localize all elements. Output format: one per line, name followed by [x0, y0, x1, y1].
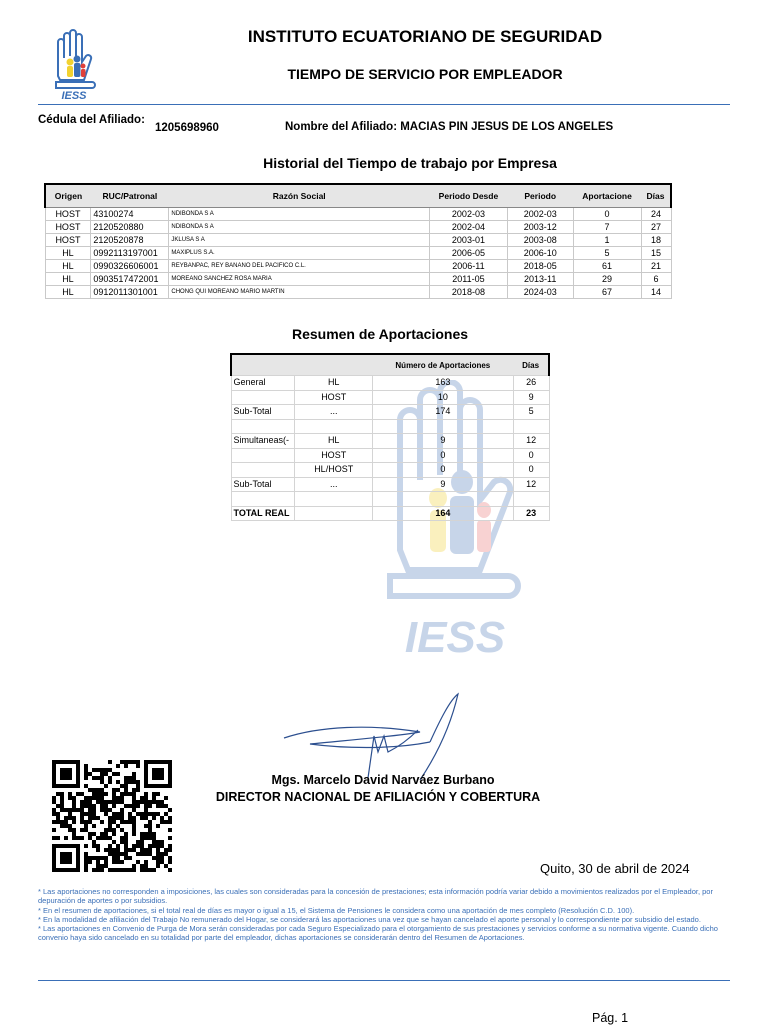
- col-periodo: Periodo: [507, 184, 573, 208]
- cell-origen: HOST: [45, 208, 91, 221]
- cell-total-dias: 23: [513, 506, 549, 521]
- cell-type: ...: [295, 405, 373, 420]
- table-row: [231, 448, 549, 463]
- cell-ruc: 43100274: [91, 208, 169, 221]
- col-num-aportaciones: Número de Aportaciones: [372, 354, 513, 376]
- cell-periodo: 2018-05: [507, 260, 573, 273]
- cell-periodo: 2006-10: [507, 247, 573, 260]
- footer-divider: [38, 980, 730, 981]
- cell-periodo: 2002-03: [507, 208, 573, 221]
- col-blank: [231, 354, 295, 376]
- col-periodo-desde: Periodo Desde: [430, 184, 508, 208]
- cell-periodo-desde: 2002-03: [430, 208, 508, 221]
- cedula-value: 1205698960: [155, 122, 219, 134]
- cell-dias: [513, 492, 549, 507]
- cell-aportaciones: 9: [372, 477, 513, 492]
- qr-code: [52, 760, 172, 872]
- table-row: [231, 463, 549, 478]
- cell-dias: 12: [513, 434, 549, 449]
- cell-dias: 18: [641, 234, 671, 247]
- cell-dias: 0: [513, 463, 549, 478]
- cell-ruc: 2120520880: [91, 221, 169, 234]
- cell-group: Sub-Total: [231, 405, 295, 420]
- cell-periodo: 2003-08: [507, 234, 573, 247]
- history-header-row: [45, 184, 671, 208]
- cell-total-label: TOTAL REAL: [231, 506, 295, 521]
- cell-aportaciones: 29: [573, 273, 641, 286]
- cell-aportaciones: [372, 419, 513, 434]
- cell-dias: 9: [513, 390, 549, 405]
- cell-dias: 0: [513, 448, 549, 463]
- table-row: [231, 419, 549, 434]
- cell-periodo: 2024-03: [507, 286, 573, 299]
- table-row: [231, 492, 549, 507]
- cell-dias: 12: [513, 477, 549, 492]
- cell-dias: 27: [641, 221, 671, 234]
- cell-periodo: 2013-11: [507, 273, 573, 286]
- footnotes: [38, 887, 732, 943]
- cell-dias: 26: [513, 376, 549, 391]
- cell-aportaciones: 67: [573, 286, 641, 299]
- cell-ruc: 0992113197001: [91, 247, 169, 260]
- table-row: [45, 286, 671, 299]
- cell-dias: 14: [641, 286, 671, 299]
- cell-dias: [513, 419, 549, 434]
- cell-type: HL/HOST: [295, 463, 373, 478]
- table-row: [45, 221, 671, 234]
- iess-logo: [48, 28, 100, 100]
- cell-group: [231, 419, 295, 434]
- cell-dias: 5: [513, 405, 549, 420]
- document-title: TIEMPO DE SERVICIO POR EMPLEADOR: [287, 66, 563, 82]
- cell-aportaciones: 10: [372, 390, 513, 405]
- cedula-label: Cédula del Afiliado:: [38, 114, 145, 126]
- col-razon-social: Razón Social: [169, 184, 430, 208]
- cell-group: [231, 463, 295, 478]
- cell-razon-social: NDIBONDA S A: [169, 221, 430, 234]
- cell-group: [231, 448, 295, 463]
- cell-periodo-desde: 2011-05: [430, 273, 508, 286]
- col-ruc: RUC/Patronal: [91, 184, 169, 208]
- cell-total-aportaciones: 164: [372, 506, 513, 521]
- history-title: Historial del Tiempo de trabajo por Empresa: [263, 155, 557, 171]
- footnote: * En la modalidad de afiliación del Trabajo No remunerado del Hogar, se considerará las aportaciones una vez que se hayan cancelado el aporte personal y lo correspondiente por subsidio del estado.: [38, 914, 701, 924]
- cell-aportaciones: [372, 492, 513, 507]
- cell-type: ...: [295, 477, 373, 492]
- col-origen: Origen: [45, 184, 91, 208]
- cell-periodo-desde: 2003-01: [430, 234, 508, 247]
- signer-name: Mgs. Marcelo David Narváez Burbano: [271, 773, 495, 787]
- cell-group: Sub-Total: [231, 477, 295, 492]
- footnote: * Las aportaciones no corresponden a imposiciones, las cuales son consideradas para la concesión de prestaciones; esta información podría variar debido a movimientos realizados por el Empleador, por depuración de aportes o por subsidios.: [38, 887, 713, 906]
- cell-type: [295, 419, 373, 434]
- cell-type: HOST: [295, 448, 373, 463]
- cell-origen: HL: [45, 273, 91, 286]
- cell-periodo: 2003-12: [507, 221, 573, 234]
- cell-razon-social: MOREANO SANCHEZ ROSA MARIA: [169, 273, 430, 286]
- cell-razon-social: MAXIPLUS S.A.: [169, 247, 430, 260]
- summary-title: Resumen de Aportaciones: [291, 326, 469, 342]
- cell-ruc: 0990326606001: [91, 260, 169, 273]
- cell-origen: HOST: [45, 221, 91, 234]
- cell-aportaciones: 174: [372, 405, 513, 420]
- cell-razon-social: REYBANPAC, REY BANANO DEL PACIFICO C.L.: [169, 260, 430, 273]
- cell-periodo-desde: 2006-05: [430, 247, 508, 260]
- cell-razon-social: CHONG QUI MOREANO MARIO MARTIN: [169, 286, 430, 299]
- date-line: Quito, 30 de abril de 2024: [540, 861, 690, 876]
- cell-periodo-desde: 2002-04: [430, 221, 508, 234]
- cell-group: [231, 492, 295, 507]
- signature-graphic: [280, 690, 460, 780]
- table-row: [231, 376, 549, 391]
- cell-type: [295, 492, 373, 507]
- footnote: * Las aportaciones en Convenio de Purga de Mora serán consideradas por cada Seguro Especializado para el otorgamiento de sus prestaciones y servicios conforme a su normativa vigente. Cuando dicho convenio haya sido cancelado en su totalidad por parte del empleador, dichas aportaciones se considerarán dentro del Resumen de Aportaciones.: [38, 924, 718, 943]
- cell-aportaciones: 9: [372, 434, 513, 449]
- col-dias: Días: [513, 354, 549, 376]
- cell-aportaciones: 0: [372, 463, 513, 478]
- cell-periodo-desde: 2006-11: [430, 260, 508, 273]
- table-row: [45, 260, 671, 273]
- cell-aportaciones: 163: [372, 376, 513, 391]
- cell-group: General: [231, 376, 295, 391]
- cell-origen: HOST: [45, 234, 91, 247]
- table-row: [45, 273, 671, 286]
- col-blank: [295, 354, 373, 376]
- cell-type: HL: [295, 434, 373, 449]
- col-aportaciones: Aportacione: [573, 184, 641, 208]
- affiliate-name: Nombre del Afiliado: MACIAS PIN JESUS DE LOS ANGELES: [285, 121, 614, 133]
- cell-periodo-desde: 2018-08: [430, 286, 508, 299]
- cell-aportaciones: 61: [573, 260, 641, 273]
- total-row: [231, 506, 549, 521]
- cell-ruc: 0903517472001: [91, 273, 169, 286]
- table-row: [231, 477, 549, 492]
- cell-aportaciones: 1: [573, 234, 641, 247]
- table-row: [231, 434, 549, 449]
- table-row: [45, 247, 671, 260]
- signer-role: DIRECTOR NACIONAL DE AFILIACIÓN Y COBERTURA: [215, 790, 541, 804]
- cell-type: [295, 506, 373, 521]
- summary-table: [230, 353, 550, 521]
- cell-group: Simultaneas(-: [231, 434, 295, 449]
- cell-dias: 6: [641, 273, 671, 286]
- cell-origen: HL: [45, 286, 91, 299]
- cell-aportaciones: 7: [573, 221, 641, 234]
- cell-dias: 15: [641, 247, 671, 260]
- table-row: [45, 208, 671, 221]
- header-divider: [38, 104, 730, 105]
- table-row: [45, 234, 671, 247]
- cell-dias: 21: [641, 260, 671, 273]
- cell-razon-social: NDIBONDA S A: [169, 208, 430, 221]
- cell-origen: HL: [45, 247, 91, 260]
- cell-aportaciones: 5: [573, 247, 641, 260]
- summary-header-row: [231, 354, 549, 376]
- institution-title: INSTITUTO ECUATORIANO DE SEGURIDAD: [247, 27, 603, 46]
- table-row: [231, 405, 549, 420]
- cell-ruc: 0912011301001: [91, 286, 169, 299]
- svg-text:IESS: IESS: [61, 90, 87, 100]
- table-row: [231, 390, 549, 405]
- cell-group: [231, 390, 295, 405]
- history-table: [44, 183, 672, 299]
- svg-text:IESS: IESS: [404, 613, 506, 660]
- footnote: * En el resumen de aportaciones, si el total real de días es mayor o igual a 15, el Sistema de Pensiones le considera como una aportación de mes completo (Resolución C.D. 100).: [38, 905, 635, 915]
- cell-origen: HL: [45, 260, 91, 273]
- cell-type: HOST: [295, 390, 373, 405]
- cell-razon-social: JKLUSA S A: [169, 234, 430, 247]
- cell-aportaciones: 0: [372, 448, 513, 463]
- cell-dias: 24: [641, 208, 671, 221]
- page-number: Pág. 1: [592, 1011, 629, 1025]
- cell-aportaciones: 0: [573, 208, 641, 221]
- cell-type: HL: [295, 376, 373, 391]
- cell-ruc: 2120520878: [91, 234, 169, 247]
- col-dias: Días: [641, 184, 671, 208]
